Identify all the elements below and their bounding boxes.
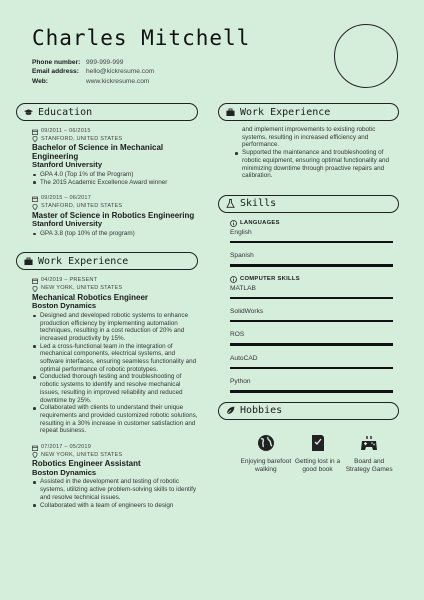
list-item: The 2015 Academic Excellence Award winner	[32, 179, 198, 187]
contact-phone: Phone number: 999-999-999	[32, 59, 124, 66]
degree-title: Master of Science in Robotics Engineering	[32, 210, 195, 220]
skill-level-bar	[230, 264, 393, 266]
skill-level-bar	[230, 390, 393, 392]
email-link[interactable]: hello@kickresume.com	[86, 68, 155, 76]
hobbies-list	[218, 427, 399, 474]
work-entry: 04/2019 – PRESENT NEW YORK, UNITED STATES Mechanical Robotics Engineer Boston Dynamics Designed and developed robotic systems to enhance production efficiency by implementing automation techniques, resulting in a cost reduction of 20% and increased productivity by 15%. Led a cross-functional team in the integration of mechanical components, electrical systems, and software interfaces, ensuring seamless functionality and optimal performance of robotic prototypes. Conducted thorough testing and troubleshooting of robotic systems to identify and resolve mechanical issues, resulting in improved reliability and reduced downtime by 25%. Collaborated with clients to understand their unique requirements and provided customized robotic solutions, resulting in a 30% increase in customer satisfaction and repeat business.	[32, 277, 198, 435]
skills-heading: Skills	[218, 195, 399, 213]
calendar-icon	[32, 129, 38, 135]
contact-email: Email address: hello@kickresume.com	[32, 68, 155, 76]
company-name: Boston Dynamics	[32, 301, 97, 311]
location-pin-icon	[32, 286, 38, 292]
list-item: Assisted in the development and testing of robotic systems, utilizing active problem-solving skills to identify and resolve technical issues.	[32, 478, 198, 501]
skill-name: Python	[230, 378, 251, 386]
work-experience-heading: Work Experience	[16, 252, 198, 270]
job-title: Mechanical Robotics Engineer	[32, 292, 149, 302]
hobby-item: Getting lost in a good book	[292, 433, 344, 474]
education-heading: Education	[16, 103, 198, 121]
calendar-icon	[32, 196, 38, 202]
candidate-name: Charles Mitchell	[32, 26, 251, 50]
hobbies-heading: Hobbies	[218, 402, 399, 420]
skill-group-computer: COMPUTER SKILLS MATLAB SolidWorks ROS AutoCAD Python	[218, 276, 399, 393]
school-name: Stanford University	[32, 219, 103, 229]
left-column	[16, 103, 198, 518]
skill-name: English	[230, 228, 252, 236]
skill-name: Spanish	[230, 252, 254, 260]
list-item: Supported the maintenance and troubleshooting of robotic equipment, ensuring optimal functionality and minimizing downtime through proactive repairs and calibration.	[234, 149, 399, 180]
list-item: Collaborated with a team of engineers to design	[32, 502, 198, 510]
skill-name: MATLAB	[230, 284, 256, 292]
calendar-icon	[32, 445, 38, 451]
skill-level-bar	[230, 343, 393, 345]
skill-level-bar	[230, 320, 393, 322]
info-circle-icon	[230, 276, 237, 283]
list-item: Designed and developed robotic systems to enhance production efficiency by implementing automation techniques, resulting in a cost reduction of 20% and increased productivity by 15%.	[32, 312, 198, 343]
web-link[interactable]: www.kickresume.com	[86, 77, 150, 85]
job-title: Robotics Engineer Assistant	[32, 459, 141, 469]
briefcase-icon	[24, 257, 33, 266]
education-entry: 09/2011 – 06/2015 STANFORD, UNITED STATES Bachelor of Science in Mechanical Engineering Stanford University GPA 4.0 (Top 1% of the Program) The 2015 Academic Excellence Award winner	[16, 128, 198, 186]
globe-icon	[240, 433, 292, 453]
gamepad-icon	[343, 433, 395, 453]
company-name: Boston Dynamics	[32, 467, 97, 477]
work-entry-continued	[218, 126, 399, 180]
contact-block	[32, 58, 154, 86]
hobby-item: Board and Strategy Games	[343, 433, 395, 474]
right-column	[218, 103, 399, 474]
list-item: Collaborated with clients to understand their unique requirements and provided customized robotic solutions, resulting in a 30% increase in customer satisfaction and repeat business.	[32, 404, 198, 435]
list-item: Conducted thorough testing and troubleshooting of robotic systems to identify and resolve mechanical issues, resulting in improved reliability and reduced downtime by 25%.	[32, 373, 198, 404]
book-icon	[292, 433, 344, 453]
list-item: Led a cross-functional team in the integration of mechanical components, electrical systems, and software interfaces, ensuring seamless functionality and optimal performance of robotic prototypes.	[32, 343, 198, 374]
briefcase-icon	[226, 108, 235, 117]
list-item: GPA 3.8 (top 10% of the program)	[32, 230, 198, 238]
graduation-cap-icon	[24, 108, 33, 117]
list-item: and implement improvements to existing robotic systems, resulting in increased efficiency and performance.	[242, 126, 376, 149]
degree-title: Bachelor of Science in Mechanical Engineering	[32, 143, 164, 161]
skill-level-bar	[230, 297, 393, 299]
skill-name: SolidWorks	[230, 308, 264, 316]
profile-photo-placeholder	[334, 24, 398, 88]
skill-name: AutoCAD	[230, 354, 258, 362]
calendar-icon	[32, 278, 38, 284]
location-pin-icon	[32, 136, 38, 142]
work-experience-continued-heading: Work Experience	[218, 103, 399, 121]
contact-web: Web: www.kickresume.com	[32, 77, 150, 85]
skill-level-bar	[230, 367, 393, 369]
work-entry: 07/2017 – 05/2019 NEW YORK, UNITED STATES Robotics Engineer Assistant Boston Dynamics Assisted in the development and testing of robotic systems, utilizing active problem-solving skills to identify and resolve technical issues. Collaborated with a team of engineers to design	[32, 444, 197, 509]
location-pin-icon	[32, 204, 38, 210]
location-pin-icon	[32, 452, 38, 458]
list-item: GPA 4.0 (Top 1% of the Program)	[32, 171, 198, 179]
hobby-item: Enjoying barefoot walking	[240, 433, 292, 474]
skill-group-languages: LANGUAGES English Spanish	[218, 220, 399, 267]
school-name: Stanford University	[32, 160, 103, 170]
info-circle-icon	[230, 220, 237, 227]
skill-level-bar	[230, 241, 393, 243]
education-entry: 09/2015 – 06/2017 STANFORD, UNITED STATES Master of Science in Robotics Engineering Stanford University GPA 3.8 (top 10% of the program)	[16, 195, 198, 237]
skill-name: ROS	[230, 331, 245, 339]
flask-icon	[226, 199, 235, 208]
leaf-icon	[226, 406, 235, 415]
